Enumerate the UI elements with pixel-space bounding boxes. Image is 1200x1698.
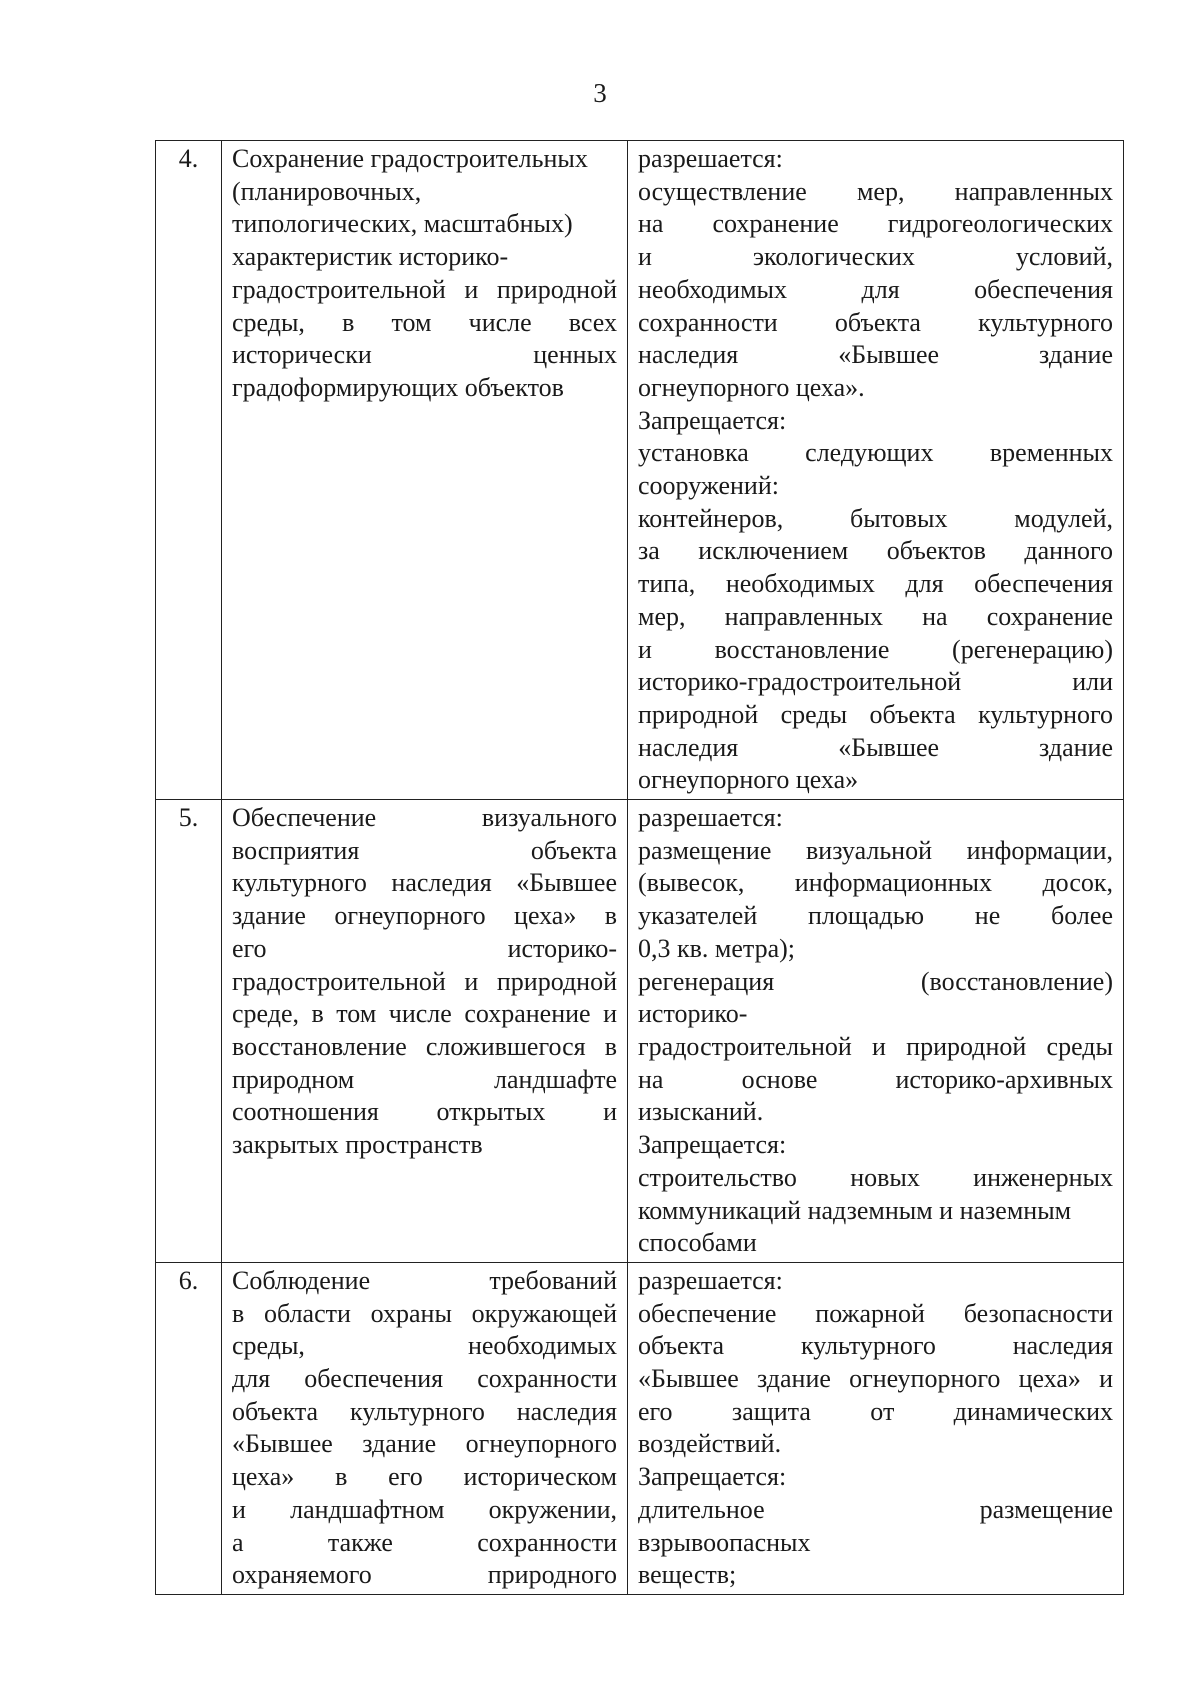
- text-line: объекта культурного наследия: [232, 1396, 617, 1426]
- text-line: «Бывшее здание огнеупорного цеха» и: [638, 1364, 1113, 1394]
- text-line: градостроительной и природной: [232, 966, 617, 996]
- text-line: осуществление мер, направленных: [638, 176, 1113, 206]
- text-line: «Бывшее здание огнеупорного: [232, 1429, 617, 1459]
- text-line: и ландшафтном окружении,: [232, 1494, 617, 1524]
- text-line: восприятия объекта: [232, 835, 617, 865]
- table-row: [156, 800, 1124, 1263]
- text-line: на основе историко-архивных: [638, 1064, 1113, 1094]
- text-line: и экологических условий,: [638, 242, 1113, 272]
- text-line: длительное размещение: [638, 1494, 1113, 1524]
- row-number: 4.: [156, 141, 222, 800]
- requirement-cell: [222, 141, 628, 800]
- text-line: 0,3 кв. метра);: [638, 933, 796, 963]
- text-line: его историко-: [232, 933, 617, 963]
- text-line: а также сохранности: [232, 1527, 617, 1557]
- text-line: исторически ценных: [232, 340, 617, 370]
- text-line: за исключением объектов данного: [638, 536, 1113, 566]
- text-line: сооружений:: [638, 471, 779, 501]
- text-line: веществ;: [638, 1560, 737, 1590]
- text-line: Запрещается:: [638, 405, 787, 435]
- text-line: Запрещается:: [638, 1462, 787, 1492]
- text-line: разрешается:: [638, 144, 783, 173]
- text-line: (планировочных,: [232, 176, 422, 206]
- text-line: взрывоопасных: [638, 1527, 811, 1557]
- row-number: 6.: [156, 1262, 222, 1594]
- text-line: размещение визуальной информации,: [638, 835, 1113, 865]
- text-line: способами: [638, 1228, 757, 1258]
- text-line: историко-: [638, 999, 748, 1029]
- row-number: 5.: [156, 800, 222, 1263]
- text-line: обеспечение пожарной безопасности: [638, 1298, 1113, 1328]
- text-line: характеристик историко-: [232, 242, 509, 272]
- text-line: Соблюдение требований: [232, 1265, 617, 1295]
- text-line: изысканий.: [638, 1097, 764, 1127]
- text-line: природной среды объекта культурного: [638, 699, 1113, 729]
- text-line: среде, в том числе сохранение и: [232, 999, 617, 1029]
- requirement-cell: [222, 1262, 628, 1594]
- text-line: (вывесок, информационных досок,: [638, 868, 1113, 898]
- table-row: [156, 1262, 1124, 1594]
- text-line: регенерация (восстановление): [638, 966, 1113, 996]
- regime-cell: [628, 800, 1124, 1263]
- text-line: строительство новых инженерных: [638, 1162, 1113, 1192]
- text-line: огнеупорного цеха».: [638, 372, 865, 402]
- text-line: объекта культурного наследия: [638, 1331, 1113, 1361]
- text-line: на сохранение гидрогеологических: [638, 209, 1113, 239]
- text-line: закрытых пространств: [232, 1130, 483, 1160]
- text-line: типологических, масштабных): [232, 209, 573, 239]
- text-line: необходимых для обеспечения: [638, 274, 1113, 304]
- text-line: для обеспечения сохранности: [232, 1364, 617, 1394]
- text-line: установка следующих временных: [638, 438, 1113, 468]
- text-line: и восстановление (регенерацию): [638, 634, 1113, 664]
- text-line: Запрещается:: [638, 1130, 787, 1160]
- text-line: наследия «Бывшее здание: [638, 340, 1113, 370]
- text-line: культурного наследия «Бывшее: [232, 868, 617, 898]
- text-line: соотношения открытых и: [232, 1097, 617, 1127]
- text-line: наследия «Бывшее здание: [638, 732, 1113, 762]
- text-line: восстановление сложившегося в: [232, 1031, 617, 1061]
- text-line: охраняемого природного: [232, 1560, 617, 1590]
- table-row: [156, 141, 1124, 800]
- text-line: воздействий.: [638, 1429, 782, 1459]
- requirement-cell: [222, 800, 628, 1263]
- text-line: Сохранение градостроительных: [232, 144, 588, 173]
- text-line: градостроительной и природной: [232, 274, 617, 304]
- text-line: контейнеров, бытовых модулей,: [638, 503, 1113, 533]
- page-number: 3: [593, 78, 607, 108]
- text-line: градоформирующих объектов: [232, 372, 564, 402]
- text-line: его защита от динамических: [638, 1396, 1113, 1426]
- text-line: в области охраны окружающей: [232, 1298, 617, 1328]
- text-line: здание огнеупорного цеха» в: [232, 901, 617, 931]
- regime-cell: [628, 1262, 1124, 1594]
- regulations-table: [155, 140, 1124, 1595]
- text-line: огнеупорного цеха»: [638, 765, 859, 795]
- regime-cell: [628, 141, 1124, 800]
- text-line: среды, в том числе всех: [232, 307, 617, 337]
- text-line: разрешается:: [638, 803, 783, 833]
- text-line: коммуникаций надземным и наземным: [638, 1195, 1072, 1225]
- text-line: Обеспечение визуального: [232, 803, 617, 833]
- text-line: типа, необходимых для обеспечения: [638, 569, 1113, 599]
- text-line: среды, необходимых: [232, 1331, 617, 1361]
- text-line: цеха» в его историческом: [232, 1462, 617, 1492]
- text-line: указателей площадью не более: [638, 901, 1113, 931]
- text-line: сохранности объекта культурного: [638, 307, 1113, 337]
- text-line: градостроительной и природной среды: [638, 1031, 1113, 1061]
- text-line: разрешается:: [638, 1265, 783, 1295]
- text-line: мер, направленных на сохранение: [638, 601, 1113, 631]
- text-line: природном ландшафте: [232, 1064, 617, 1094]
- text-line: историко-градостроительной или: [638, 667, 1113, 697]
